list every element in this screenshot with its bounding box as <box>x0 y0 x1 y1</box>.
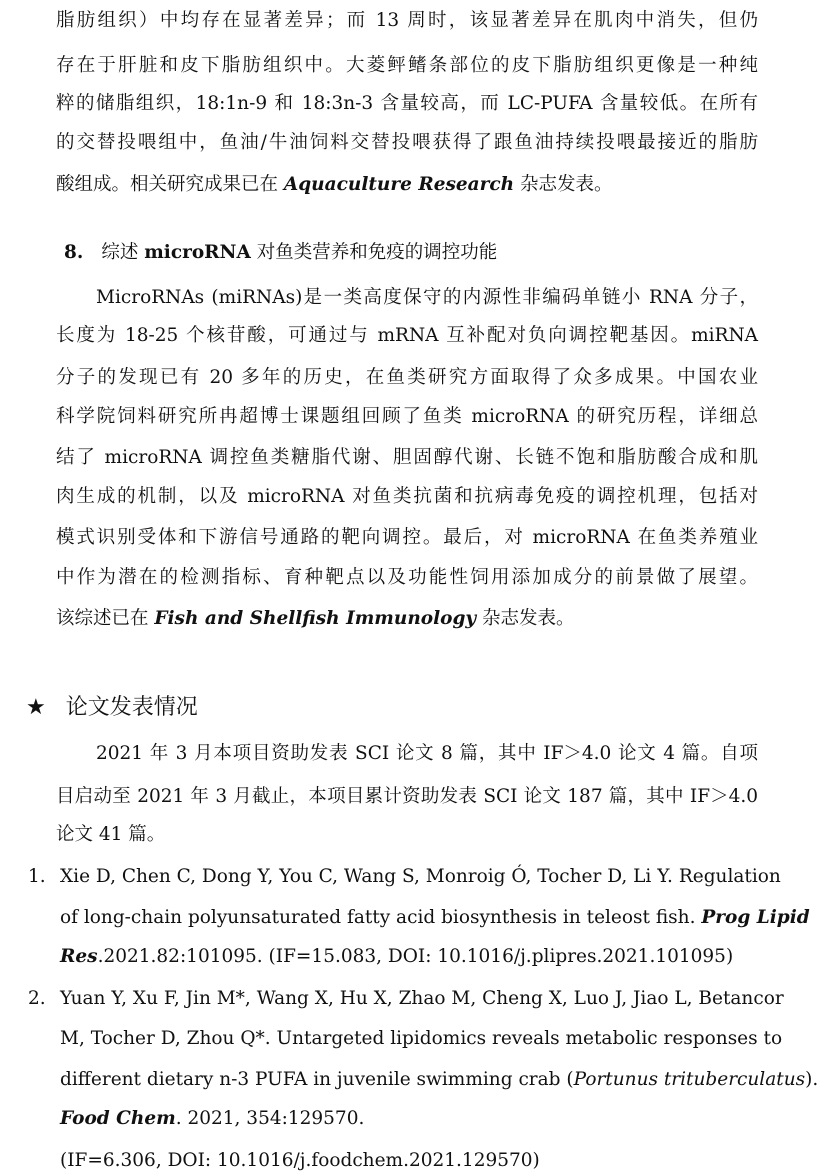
star-icon: ★ <box>26 695 46 720</box>
paragraph-line: 粹的储脂组织，18:1n-9 和 18:3n-3 含量较高，而 LC-PUFA 含量较低。在所有 <box>56 93 758 114</box>
text: 该综述已在 <box>56 608 155 629</box>
text: different dietary n-3 PUFA in juvenile swimming crab ( <box>60 1069 574 1090</box>
journal-name: Fish and Shellfish Immunology <box>154 608 477 629</box>
reference-line: Xie D, Chen C, Dong Y, You C, Wang S, Monroig Ó, Tocher D, Li Y. Regulation <box>60 866 781 887</box>
reference-line <box>60 1065 818 1095</box>
reference-line <box>60 942 758 972</box>
heading-bold: microRNA <box>144 242 251 263</box>
text: . 2021, 354:129570. <box>175 1108 365 1129</box>
heading-text: 综述 <box>101 242 145 263</box>
paragraph-line: 肉生成的机制，以及 microRNA 对鱼类抗菌和抗病毒免疫的调控机理，包括对 <box>56 486 758 507</box>
section-number: 8. <box>64 242 84 263</box>
paragraph-line: 的交替投喂组中，鱼油/牛油饲料交替投喂获得了跟鱼油持续投喂最接近的脂肪 <box>56 132 758 153</box>
paragraph-line: 分子的发现已有 20 多年的历史，在鱼类研究方面取得了众多成果。中国农业 <box>56 367 758 388</box>
text: .2021.82:101095. (IF=15.083, DOI: 10.1016/j.plipres.2021.101095) <box>97 946 734 967</box>
section-title-text: 论文发表情况 <box>65 695 198 720</box>
section-title <box>26 690 198 726</box>
text: ). <box>805 1069 818 1090</box>
paragraph-line: 结了 microRNA 调控鱼类糖脂代谢、胆固醇代谢、长链不饱和脂肪酸合成和肌 <box>56 447 758 468</box>
summary-line: 2021 年 3 月本项目资助发表 SCI 论文 8 篇，其中 IF＞4.0 论文 4 篇。自项 <box>96 743 758 764</box>
reference-line: (IF=6.306, DOI: 10.1016/j.foodchem.2021.129570) <box>60 1150 540 1171</box>
reference-line <box>60 903 810 933</box>
text: 酸组成。相关研究成果已在 <box>56 174 284 195</box>
paragraph-last-line <box>56 170 758 200</box>
heading-text: 对鱼类营养和免疫的调控功能 <box>250 242 498 263</box>
section-heading <box>64 238 497 268</box>
journal-name: Aquaculture Research <box>283 174 515 195</box>
text: 杂志发表。 <box>476 608 575 629</box>
paragraph-line: 长度为 18-25 个核苷酸，可通过与 mRNA 互补配对负向调控靶基因。miRNA <box>56 325 758 346</box>
summary-line: 目启动至 2021 年 3 月截止，本项目累计资助发表 SCI 论文 187 篇，其中 IF＞4.0 <box>56 786 758 807</box>
reference-number: 2. <box>28 988 46 1009</box>
paragraph-line: 脂肪组织）中均存在显著差异；而 13 周时，该显著差异在肌肉中消失，但仍 <box>56 10 758 31</box>
reference-line: Yuan Y, Xu F, Jin M*, Wang X, Hu X, Zhao M, Cheng X, Luo J, Jiao L, Betancor <box>60 988 784 1009</box>
paragraph-last-line <box>56 604 758 634</box>
summary-line: 论文 41 篇。 <box>56 824 166 845</box>
journal-name: Prog Lipid <box>701 907 810 928</box>
paragraph-line: 中作为潜在的检测指标、育种靶点以及功能性饲用添加成分的前景做了展望。 <box>56 567 758 588</box>
text: 杂志发表。 <box>514 174 613 195</box>
text: of long-chain polyunsaturated fatty acid biosynthesis in teleost fish. <box>60 907 702 928</box>
reference-line: M, Tocher D, Zhou Q*. Untargeted lipidomics reveals metabolic responses to <box>60 1028 783 1049</box>
reference-number: 1. <box>28 866 46 887</box>
journal-name: Food Chem <box>60 1108 176 1129</box>
journal-name: Res <box>60 946 98 967</box>
paragraph-line: 科学院饲料研究所冉超博士课题组回顾了鱼类 microRNA 的研究历程，详细总 <box>56 406 758 427</box>
reference-line <box>60 1104 758 1134</box>
species-name: Portunus trituberculatus <box>573 1069 806 1090</box>
paragraph-line: MicroRNAs (miRNAs)是一类高度保守的内源性非编码单链小 RNA 分子， <box>96 287 758 308</box>
paragraph-line: 存在于肝脏和皮下脂肪组织中。大菱鲆鳍条部位的皮下脂肪组织更像是一种纯 <box>56 55 758 76</box>
paragraph-line: 模式识别受体和下游信号通路的靶向调控。最后，对 microRNA 在鱼类养殖业 <box>56 527 758 548</box>
